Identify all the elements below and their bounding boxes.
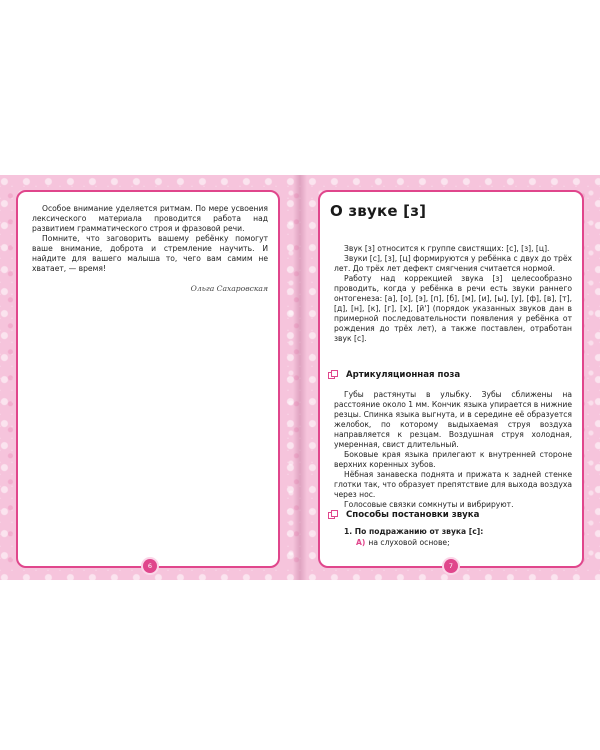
subitem-letter: А) (356, 538, 366, 547)
book-spread (0, 175, 600, 580)
methods-block (334, 526, 572, 548)
page-number-right: 7 (444, 559, 458, 573)
intro-block (334, 244, 572, 344)
articulation-paragraph-3: Нёбная занавеска поднята и прижата к задней стенке глотки так, что образует препятствие для выхода воздуха через нос. (334, 470, 572, 499)
section-heading-articulation (328, 370, 460, 380)
page-number-left: 6 (143, 559, 157, 573)
articulation-block (334, 390, 572, 510)
articulation-paragraph-1: Губы растянуты в улыбку. Зубы сближены на расстояние около 1 мм. Кончик языка упирается в нижние резцы. Спинка языка выгнута, и в середине её образуется желобок, по которому выдыхаемая струя воздуха направляется к резцам. Воздушная струя холодная, умеренная, свист длительный. (334, 390, 572, 449)
method-subitem-a (334, 537, 572, 548)
left-page (16, 190, 280, 568)
left-paragraph-2: Помните, что заговорить вашему ребёнку помогут ваше внимание, доброта и стремление научить. И найдите для вашего малыша то, чего вам самим не хватает, — время! (32, 234, 268, 273)
intro-paragraph-2: Звуки [с], [з], [ц] формируются у ребёнка с двух до трёх лет. До трёх лет дефект смягчения считается нормой. (334, 254, 572, 273)
right-page (318, 190, 584, 568)
book-gutter (293, 175, 307, 580)
left-paragraph-1: Особое внимание уделяется ритмам. По мере усвоения лексического материала проводится работа над развитием грамматического строя и фразовой речи. (32, 204, 268, 233)
subitem-text: на слуховой основе; (368, 538, 450, 547)
section-heading-text: Способы постановки звука (346, 510, 480, 520)
left-page-body (32, 204, 268, 293)
section-bullet-icon (328, 510, 338, 520)
articulation-paragraph-2: Боковые края языка прилегают к внутренней стороне верхних коренных зубов. (334, 450, 572, 469)
page-title: О звуке [з] (330, 202, 427, 220)
method-item-1: 1. По подражанию от звука [с]: (344, 527, 484, 536)
section-heading-text: Артикуляционная поза (346, 370, 461, 380)
section-heading-methods (328, 510, 479, 520)
section-bullet-icon (328, 370, 338, 380)
author-signature: Ольга Сахаровская (190, 284, 268, 293)
intro-paragraph-3: Работу над коррекцией звука [з] целесообразно проводить, когда у ребёнка в речи есть звуки раннего онтогенеза: [а], [о], [э], [п], [б], [м], [и], [ы], [у], [ф], [в], [т], [д], [н], [к], [г], [х], [й'] (порядок указанных звуков дан в примерной последовательности появления у ребёнка от рождения до трёх лет), а также поставлен, отработан звук [с]. (334, 274, 572, 343)
intro-paragraph-1: Звук [з] относится к группе свистящих: [с], [з], [ц]. (344, 244, 550, 253)
articulation-paragraph-4: Голосовые связки сомкнуты и вибрируют. (344, 500, 514, 509)
